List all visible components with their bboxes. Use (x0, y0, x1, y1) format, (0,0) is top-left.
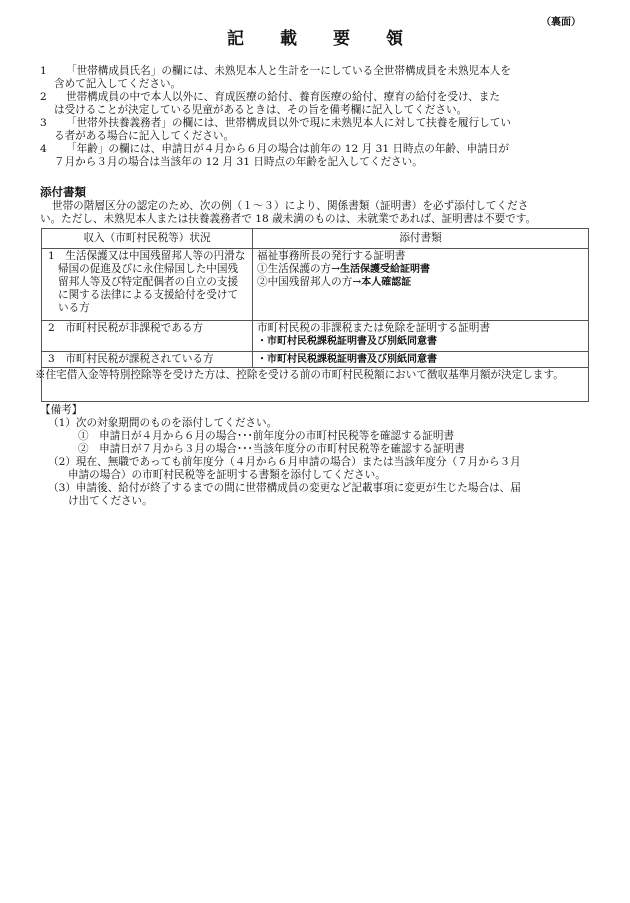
instruction-text: 含めて記入してください。 (54, 78, 182, 90)
title-char: 領 (386, 29, 403, 49)
intro-line: 世帯の階層区分の認定のため、次の例（１～３）により、関係書類（証明書）を必ず添付してくださ (52, 200, 529, 212)
remark-item-2: （2）現在、無職であっても前年度分（４月から６月申請の場合）または当該年度分（７月から３月 (48, 456, 521, 468)
instruction-text: は受けることが決定している児童があるときは、その旨を備考欄に記入してください。 (54, 104, 468, 116)
instruction-item (40, 91, 600, 117)
documents-intro: 福祉事務所長の発行する証明書 (257, 250, 406, 262)
attachments-intro (40, 200, 595, 226)
document-item (257, 335, 584, 348)
document-name: 本人確認証 (361, 277, 412, 288)
table-header-row (42, 229, 589, 249)
remark-item-3: （3）申請後、給付が終了するまでの間に世帯構成員の変更など記載事項に変更が生じた場合は、届 (48, 482, 521, 494)
document-item: ②中国残留邦人の方→本人確認証 (257, 276, 412, 288)
instructions-list (40, 65, 600, 169)
attachments-table (35, 228, 589, 402)
attachments-heading: 添付書類 (40, 185, 86, 199)
remarks-heading: 【備考】 (40, 404, 83, 416)
instruction-number: 3 (40, 117, 47, 129)
instruction-text: る者がある場合に記入してください。 (54, 130, 235, 142)
instruction-item (40, 65, 600, 91)
remarks-section (40, 404, 600, 508)
instruction-text: 世帯構成員の中で本人以外に、育成医療の給付、養育医療の給付、療育の給付を受け、また (66, 91, 500, 103)
document-name: ・市町村民税課税証明書及び別紙同意書 (257, 336, 437, 347)
page-side-label: （裏面） (541, 17, 581, 28)
title-char: 記 (227, 29, 244, 49)
table-note: ※住宅借入金等特別控除等を受けた方は、控除を受ける前の市町村民税額において徴収基準月額が決定します。 (42, 368, 589, 402)
income-status-cell: 3 市町村民税が課税されている方 (42, 352, 253, 368)
instruction-text: 「世帯外扶養義務者」の欄には、世帯構成員以外で現に未熟児本人に対して扶養を履行してい (66, 117, 511, 129)
table-note-row (42, 368, 589, 402)
remark-subitem: ② 申請日が７月から３月の場合･･･当該年度分の市町村民税等を確認する証明書 (78, 443, 465, 455)
document-name: ・市町村民税課税証明書及び別紙同意書 (257, 354, 437, 365)
remark-item-1: （1）次の対象期間のものを添付してください。 (48, 417, 278, 429)
documents-cell (253, 321, 589, 352)
document-item: ①生活保護の方→生活保護受給証明書 (257, 263, 431, 275)
income-status-cell: 2 市町村民税が非課税である方 (42, 321, 253, 352)
table-row (42, 321, 589, 352)
title-char: 載 (280, 29, 297, 49)
instruction-text: 「世帯構成員氏名」の欄には、未熟児本人と生計を一にしている全世帯構成員を未熟児本人を (66, 65, 511, 77)
instruction-item (40, 117, 600, 143)
instruction-number: 1 (40, 65, 47, 77)
document-name: 生活保護受給証明書 (340, 264, 431, 275)
document-item (257, 353, 584, 366)
header-attached-documents: 添付書類 (253, 229, 589, 249)
instruction-number: 4 (40, 143, 47, 155)
title-char: 要 (333, 29, 350, 49)
page-title (0, 29, 630, 49)
income-status-cell: 1 生活保護又は中国残留邦人等の円滑な帰国の促進及びに永住帰国した中国残留邦人等及び特定配偶者の自立の支援に関する法律による支援給付を受けている方 (42, 249, 253, 321)
table-row (42, 249, 589, 321)
documents-intro: 市町村民税の非課税または免除を証明する証明書 (257, 322, 491, 334)
documents-cell (253, 249, 589, 321)
remark-subitem: ① 申請日が４月から６月の場合･･･前年度分の市町村民税等を確認する証明書 (78, 430, 455, 442)
instruction-item (40, 143, 600, 169)
instruction-number: 2 (40, 91, 47, 103)
remark-item-2-cont: 申請の場合）の市町村民税等を証明する書類を添付してください。 (68, 469, 386, 481)
instruction-text: ７月から３月の場合は当該年の 12 月 31 日時点の年齢を記入してください。 (54, 156, 423, 168)
remark-item-3-cont: け出てください。 (68, 495, 153, 507)
table-row (42, 352, 589, 368)
documents-cell (253, 352, 589, 368)
intro-line: い。ただし、未熟児本人または扶養義務者で 18 歳未満のものは、未就業であれば、証明書は不要です。 (40, 213, 537, 225)
header-income-status: 収入（市町村民税等）状況 (42, 229, 253, 249)
instruction-text: 「年齢」の欄には、申請日が４月から６月の場合は前年の 12 月 31 日時点の年齢、申請日が (66, 143, 509, 155)
